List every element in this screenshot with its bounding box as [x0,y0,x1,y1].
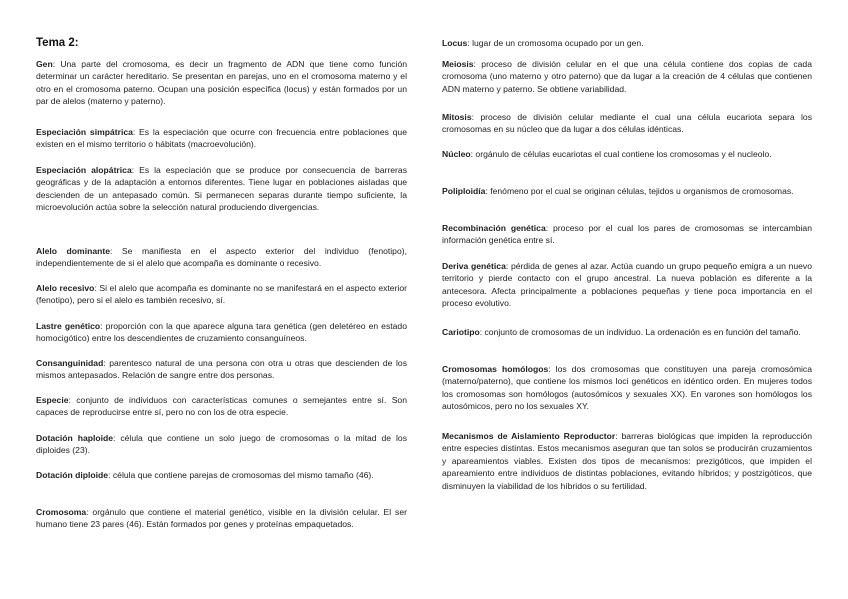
term: Alelo dominante [36,246,110,256]
term: Cromosoma [36,507,87,517]
definition: : conjunto de individuos con características comunes o semejantes entre sí. Son capaces de reproducirse entre sí, pero no con los de otra especie. [36,395,407,418]
term: Núcleo [442,149,471,159]
term: Cromosomas homólogos [442,364,549,374]
definition: : orgánulo de células eucariotas el cual contiene los cromosomas y el nucleolo. [470,149,772,159]
definition: : lugar de un cromosoma ocupado por un gen. [467,38,644,48]
term: Alelo recesivo [36,283,95,293]
entry-deriva-genetica [442,260,812,310]
entry-mitosis [442,111,812,136]
entry-cromosomas-homologos [442,363,812,413]
entry-recombinacion-genetica [442,222,812,247]
definition: : parentesco natural de una persona con otra u otras que descienden de los mismos antepasados. Relación de sangre entre dos personas. [36,358,407,381]
definition: : célula que contiene un solo juego de cromosomas o la mitad de los diploides (23). [36,433,407,456]
entry-alelo-dominante [36,245,407,270]
term: Locus [442,38,468,48]
definition: : pérdida de genes al azar. Actúa cuando un grupo pequeño emigra a un nuevo territorio y pierde contacto con el grupo ancestral. La nueva población es diferente a la antecesora. Afecta principalmente a poblaciones pequeñas y tiene poca importancia en el proceso evolutivo. [442,261,812,309]
entry-consanguinidad [36,357,407,382]
term: Lastre genético [36,321,101,331]
definition: : conjunto de cromosomas de un individuo. La ordenación es en función del tamaño. [479,327,801,337]
definition: : proceso por el cual los pares de cromosomas se intercambian información genética entre sí. [442,223,812,246]
entry-dotacion-diploide [36,469,374,481]
entry-poliploidia [442,185,794,197]
term: Dotación haploide [36,433,114,443]
definition: : barreras biológicas que impiden la reproducción entre especies distintas. Estos mecanismos aseguran que tan solos se producirán cruzamientos y apareamientos viables. Existen dos tipos de mecanismos: prezigóticos, que impiden el apareamiento entre individuos de distintas poblaciones, evitando híbridos; y postzigóticos, que disminuyen la viabilidad de los híbridos o su fertilidad. [442,431,812,491]
term: Recombinación genética [442,223,546,233]
entry-dotacion-haploide [36,432,407,457]
term: Poliploidía [442,186,486,196]
term: Gen [36,59,53,69]
entry-especiacion-simpatrica [36,126,407,151]
term: Deriva genética [442,261,506,271]
definition: : Si el alelo que acompaña es dominante no se manifestará en el aspecto exterior (fenotipo), pero si el alelo es también recesivo, sí. [36,283,407,306]
definition: : los dos cromosomas que constituyen una pareja cromosómica (materno/paterno), que contiene los mismos loci genéticos en idéntico orden. En mujeres todos los cromosomas son homólogos (autosómicos y sexuales XX). En varones son homólogos los autosómicos, pero no los sexuales XY. [442,364,812,412]
definition: : fenómeno por el cual se originan células, tejidos u organismos de cromosomas. [485,186,794,196]
entry-mecanismos-aislamiento [442,430,812,492]
term: Mitosis [442,112,472,122]
definition: : proporción con la que aparece alguna tara genética (gen deletéreo en estado homocigótico) entre los descendientes de cruzamiento consanguíneos. [36,321,407,344]
definition: : orgánulo que contiene el material genético, visible en la división celular. El ser humano tiene 23 pares (46). Están formados por genes y proteínas empaquetados. [36,507,407,530]
term: Mecanismos de Aislamiento Reproductor [442,431,616,441]
definition: : Es la especiación que se produce por consecuencia de barreras geográficas y de la adaptación a entornos diferentes. Tiene lugar en poblaciones aisladas que descienden de un antepasado común. Si permanecen separas durante tiempo suficiente, la microevolución actúa sobre la selección natural produciendo divergencias. [36,165,407,213]
entry-gen [36,58,407,108]
term: Consanguinidad [36,358,104,368]
term: Especiación simpátrica [36,127,133,137]
entry-alelo-recesivo [36,282,407,307]
term: Dotación diploide [36,470,109,480]
definition: : proceso de división celular mediante el cual una célula eucariota separa los cromosomas en su núcleo que da lugar a dos células idénticas. [442,112,812,135]
entry-especiacion-alopatrica [36,164,407,214]
entry-lastre-genetico [36,320,407,345]
entry-especie [36,394,407,419]
definition: : Se manifiesta en el aspecto exterior del individuo (fenotipo), independientemente de si el alelo que acompaña es dominante o recesivo. [36,246,407,269]
entry-nucleo [442,148,772,160]
definition: : célula que contiene parejas de cromosomas del mismo tamaño (46). [108,470,374,480]
entry-cromosoma [36,506,407,531]
entry-cariotipo [442,326,801,338]
entry-meiosis [442,58,812,95]
definition: : Una parte del cromosoma, es decir un fragmento de ADN que tiene como función determinar un carácter hereditario. Se presentan en parejas, uno en el cromosoma materno y el otro en el cromosoma paterno. Ocupan una posición específica (locus) y están formados por un par de alelos (materno y paterno). [36,59,407,107]
definition: : proceso de división celular en el que una célula contiene dos copias de cada cromosoma (uno materno y otro paterno) que da lugar a la creación de 4 células que contienen ADN materno y paterno. Se obtiene variabilidad. [442,59,812,94]
entry-locus [442,37,644,49]
definition: : Es la especiación que ocurre con frecuencia entre poblaciones que existen en el mismo territorio o hábitats (macroevolución). [36,127,407,150]
term: Meiosis [442,59,474,69]
page-title: Tema 2: [36,37,79,49]
term: Especiación alopátrica [36,165,132,175]
term: Cariotipo [442,327,480,337]
term: Especie [36,395,69,405]
